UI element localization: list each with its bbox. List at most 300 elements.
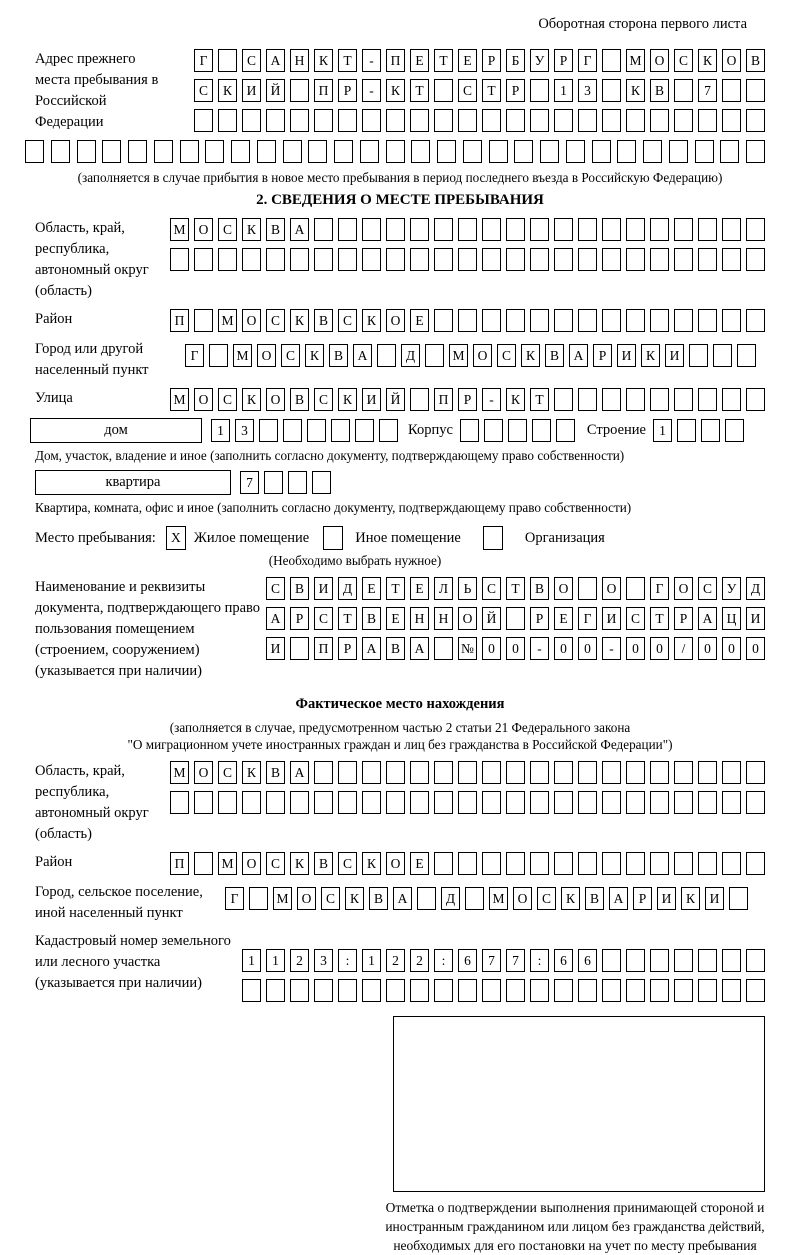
char-cell[interactable] [209, 344, 228, 367]
char-cell[interactable] [650, 388, 669, 411]
char-cell[interactable]: А [609, 887, 628, 910]
char-cell[interactable]: О [297, 887, 316, 910]
char-cell[interactable] [746, 109, 765, 132]
char-cell[interactable] [695, 140, 714, 163]
char-cell[interactable] [746, 949, 765, 972]
char-cell[interactable]: В [329, 344, 348, 367]
char-cell[interactable] [331, 419, 350, 442]
char-cell[interactable] [290, 979, 309, 1002]
char-cell[interactable]: Т [506, 577, 525, 600]
char-cell[interactable] [218, 109, 237, 132]
char-cell[interactable]: Р [290, 607, 309, 630]
char-cell[interactable]: Р [633, 887, 652, 910]
char-cell[interactable] [362, 791, 381, 814]
char-cell[interactable]: У [722, 577, 741, 600]
char-cell[interactable] [508, 419, 527, 442]
char-cell[interactable]: Ь [458, 577, 477, 600]
stamp-box[interactable] [393, 1016, 765, 1192]
char-cell[interactable]: 0 [746, 637, 765, 660]
char-cell[interactable]: : [338, 949, 357, 972]
char-cell[interactable] [102, 140, 121, 163]
char-cell[interactable]: 3 [235, 419, 254, 442]
char-cell[interactable] [458, 791, 477, 814]
char-cell[interactable] [362, 248, 381, 271]
char-cell[interactable] [530, 852, 549, 875]
char-cell[interactable] [338, 979, 357, 1002]
char-cell[interactable] [578, 309, 597, 332]
char-cell[interactable] [434, 248, 453, 271]
char-cell[interactable] [578, 577, 597, 600]
char-cell[interactable]: К [314, 49, 333, 72]
char-cell[interactable] [482, 309, 501, 332]
stay-option-residential-checkbox[interactable]: X [166, 526, 186, 550]
char-cell[interactable] [458, 218, 477, 241]
char-cell[interactable] [578, 852, 597, 875]
char-cell[interactable]: О [386, 852, 405, 875]
char-cell[interactable]: И [362, 388, 381, 411]
char-cell[interactable] [458, 109, 477, 132]
char-cell[interactable]: И [705, 887, 724, 910]
char-cell[interactable]: О [386, 309, 405, 332]
char-cell[interactable]: 1 [362, 949, 381, 972]
char-cell[interactable] [257, 140, 276, 163]
char-cell[interactable]: К [681, 887, 700, 910]
char-cell[interactable]: 2 [410, 949, 429, 972]
char-cell[interactable] [506, 979, 525, 1002]
char-cell[interactable]: - [482, 388, 501, 411]
char-cell[interactable] [530, 309, 549, 332]
char-cell[interactable]: О [602, 577, 621, 600]
char-cell[interactable] [170, 248, 189, 271]
char-cell[interactable]: № [458, 637, 477, 660]
char-cell[interactable]: Е [410, 852, 429, 875]
char-cell[interactable]: И [314, 577, 333, 600]
char-cell[interactable]: 0 [482, 637, 501, 660]
char-cell[interactable]: А [569, 344, 588, 367]
char-cell[interactable] [386, 761, 405, 784]
char-cell[interactable]: У [530, 49, 549, 72]
char-cell[interactable] [386, 218, 405, 241]
char-cell[interactable]: В [290, 388, 309, 411]
char-cell[interactable] [650, 761, 669, 784]
char-cell[interactable] [218, 791, 237, 814]
char-cell[interactable] [698, 109, 717, 132]
char-cell[interactable]: Т [650, 607, 669, 630]
char-cell[interactable]: П [314, 637, 333, 660]
char-cell[interactable]: : [434, 949, 453, 972]
char-cell[interactable] [677, 419, 696, 442]
char-cell[interactable] [674, 309, 693, 332]
char-cell[interactable] [283, 140, 302, 163]
char-cell[interactable]: Т [338, 49, 357, 72]
char-cell[interactable]: А [698, 607, 717, 630]
char-cell[interactable] [626, 852, 645, 875]
char-cell[interactable] [737, 344, 756, 367]
char-cell[interactable] [530, 979, 549, 1002]
char-cell[interactable] [264, 471, 283, 494]
char-cell[interactable] [578, 979, 597, 1002]
char-cell[interactable]: А [410, 637, 429, 660]
char-cell[interactable] [410, 248, 429, 271]
house-type-box[interactable]: дом [30, 418, 202, 443]
char-cell[interactable] [308, 140, 327, 163]
char-cell[interactable] [602, 79, 621, 102]
char-cell[interactable] [650, 949, 669, 972]
char-cell[interactable]: К [338, 388, 357, 411]
char-cell[interactable]: 0 [578, 637, 597, 660]
char-cell[interactable] [266, 791, 285, 814]
char-cell[interactable] [698, 388, 717, 411]
char-cell[interactable] [626, 388, 645, 411]
char-cell[interactable]: - [362, 49, 381, 72]
char-cell[interactable] [650, 218, 669, 241]
char-cell[interactable]: 1 [242, 949, 261, 972]
char-cell[interactable] [506, 761, 525, 784]
char-cell[interactable] [722, 309, 741, 332]
char-cell[interactable]: С [338, 309, 357, 332]
char-cell[interactable]: М [449, 344, 468, 367]
char-cell[interactable]: П [434, 388, 453, 411]
char-cell[interactable]: Е [410, 49, 429, 72]
char-cell[interactable] [602, 218, 621, 241]
char-cell[interactable] [698, 949, 717, 972]
char-cell[interactable] [283, 419, 302, 442]
char-cell[interactable]: Г [194, 49, 213, 72]
char-cell[interactable] [674, 388, 693, 411]
char-cell[interactable] [722, 949, 741, 972]
char-cell[interactable]: А [353, 344, 372, 367]
char-cell[interactable]: Г [650, 577, 669, 600]
char-cell[interactable]: 3 [578, 79, 597, 102]
char-cell[interactable]: О [194, 761, 213, 784]
char-cell[interactable]: К [626, 79, 645, 102]
char-cell[interactable] [194, 852, 213, 875]
char-cell[interactable] [314, 218, 333, 241]
char-cell[interactable]: И [665, 344, 684, 367]
char-cell[interactable] [698, 852, 717, 875]
char-cell[interactable] [334, 140, 353, 163]
char-cell[interactable] [386, 791, 405, 814]
char-cell[interactable]: О [650, 49, 669, 72]
char-cell[interactable] [674, 979, 693, 1002]
char-cell[interactable]: В [585, 887, 604, 910]
char-cell[interactable]: О [473, 344, 492, 367]
char-cell[interactable] [379, 419, 398, 442]
char-cell[interactable]: С [194, 79, 213, 102]
char-cell[interactable]: К [305, 344, 324, 367]
char-cell[interactable] [722, 248, 741, 271]
char-cell[interactable] [290, 248, 309, 271]
char-cell[interactable] [746, 248, 765, 271]
char-cell[interactable] [556, 419, 575, 442]
char-cell[interactable] [434, 79, 453, 102]
char-cell[interactable]: К [218, 79, 237, 102]
char-cell[interactable] [722, 388, 741, 411]
char-cell[interactable]: Н [290, 49, 309, 72]
char-cell[interactable]: К [290, 309, 309, 332]
char-cell[interactable] [746, 791, 765, 814]
char-cell[interactable] [154, 140, 173, 163]
char-cell[interactable]: В [362, 607, 381, 630]
char-cell[interactable]: О [266, 388, 285, 411]
char-cell[interactable]: О [674, 577, 693, 600]
char-cell[interactable] [506, 791, 525, 814]
char-cell[interactable]: В [650, 79, 669, 102]
char-cell[interactable] [434, 309, 453, 332]
char-cell[interactable]: 7 [240, 471, 259, 494]
char-cell[interactable]: К [242, 761, 261, 784]
char-cell[interactable]: Р [593, 344, 612, 367]
char-cell[interactable]: С [242, 49, 261, 72]
char-cell[interactable] [312, 471, 331, 494]
char-cell[interactable] [650, 109, 669, 132]
char-cell[interactable]: Ц [722, 607, 741, 630]
char-cell[interactable] [458, 248, 477, 271]
char-cell[interactable] [194, 309, 213, 332]
char-cell[interactable] [674, 949, 693, 972]
char-cell[interactable] [698, 791, 717, 814]
char-cell[interactable] [602, 388, 621, 411]
char-cell[interactable]: 2 [290, 949, 309, 972]
char-cell[interactable] [290, 637, 309, 660]
char-cell[interactable]: К [386, 79, 405, 102]
char-cell[interactable] [314, 979, 333, 1002]
char-cell[interactable] [698, 218, 717, 241]
char-cell[interactable]: Г [578, 607, 597, 630]
char-cell[interactable]: Е [458, 49, 477, 72]
char-cell[interactable] [194, 791, 213, 814]
char-cell[interactable]: Е [362, 577, 381, 600]
char-cell[interactable]: Р [554, 49, 573, 72]
char-cell[interactable]: М [170, 218, 189, 241]
char-cell[interactable]: Т [530, 388, 549, 411]
char-cell[interactable]: С [314, 388, 333, 411]
char-cell[interactable] [386, 979, 405, 1002]
stay-option-other-checkbox[interactable] [323, 526, 343, 550]
char-cell[interactable]: М [218, 852, 237, 875]
stay-option-organization-checkbox[interactable] [483, 526, 503, 550]
char-cell[interactable]: И [746, 607, 765, 630]
char-cell[interactable] [506, 109, 525, 132]
char-cell[interactable] [530, 248, 549, 271]
char-cell[interactable] [434, 761, 453, 784]
char-cell[interactable] [722, 979, 741, 1002]
char-cell[interactable]: Т [482, 79, 501, 102]
char-cell[interactable] [650, 309, 669, 332]
char-cell[interactable]: П [170, 852, 189, 875]
char-cell[interactable]: О [513, 887, 532, 910]
char-cell[interactable]: К [290, 852, 309, 875]
char-cell[interactable] [554, 761, 573, 784]
char-cell[interactable]: И [266, 637, 285, 660]
char-cell[interactable]: К [521, 344, 540, 367]
char-cell[interactable] [434, 109, 453, 132]
char-cell[interactable]: Р [458, 388, 477, 411]
char-cell[interactable]: Е [386, 607, 405, 630]
char-cell[interactable] [386, 248, 405, 271]
char-cell[interactable]: К [345, 887, 364, 910]
char-cell[interactable]: Т [386, 577, 405, 600]
char-cell[interactable]: И [657, 887, 676, 910]
char-cell[interactable] [722, 791, 741, 814]
char-cell[interactable] [674, 79, 693, 102]
char-cell[interactable]: Д [338, 577, 357, 600]
char-cell[interactable] [77, 140, 96, 163]
char-cell[interactable] [242, 979, 261, 1002]
char-cell[interactable] [506, 852, 525, 875]
char-cell[interactable]: 1 [211, 419, 230, 442]
char-cell[interactable] [674, 761, 693, 784]
char-cell[interactable] [602, 791, 621, 814]
char-cell[interactable]: О [194, 218, 213, 241]
char-cell[interactable]: К [242, 218, 261, 241]
char-cell[interactable] [242, 109, 261, 132]
char-cell[interactable] [578, 388, 597, 411]
char-cell[interactable] [650, 248, 669, 271]
char-cell[interactable]: И [602, 607, 621, 630]
char-cell[interactable] [377, 344, 396, 367]
char-cell[interactable] [338, 791, 357, 814]
char-cell[interactable]: М [233, 344, 252, 367]
char-cell[interactable]: Р [482, 49, 501, 72]
char-cell[interactable] [218, 248, 237, 271]
char-cell[interactable]: Й [266, 79, 285, 102]
char-cell[interactable] [288, 471, 307, 494]
char-cell[interactable]: С [218, 218, 237, 241]
char-cell[interactable]: Е [410, 309, 429, 332]
char-cell[interactable] [626, 761, 645, 784]
char-cell[interactable] [746, 761, 765, 784]
char-cell[interactable]: К [561, 887, 580, 910]
char-cell[interactable] [290, 79, 309, 102]
char-cell[interactable] [338, 248, 357, 271]
char-cell[interactable] [458, 852, 477, 875]
char-cell[interactable]: Д [746, 577, 765, 600]
char-cell[interactable]: П [314, 79, 333, 102]
char-cell[interactable] [554, 388, 573, 411]
char-cell[interactable] [482, 109, 501, 132]
char-cell[interactable]: - [362, 79, 381, 102]
char-cell[interactable] [437, 140, 456, 163]
char-cell[interactable]: 0 [554, 637, 573, 660]
char-cell[interactable] [434, 218, 453, 241]
char-cell[interactable]: В [290, 577, 309, 600]
char-cell[interactable] [578, 109, 597, 132]
char-cell[interactable] [554, 309, 573, 332]
char-cell[interactable]: Л [434, 577, 453, 600]
char-cell[interactable]: В [314, 852, 333, 875]
char-cell[interactable] [554, 218, 573, 241]
char-cell[interactable] [434, 791, 453, 814]
char-cell[interactable]: 0 [698, 637, 717, 660]
char-cell[interactable]: С [321, 887, 340, 910]
char-cell[interactable] [484, 419, 503, 442]
char-cell[interactable] [669, 140, 688, 163]
char-cell[interactable] [410, 218, 429, 241]
char-cell[interactable] [746, 140, 765, 163]
char-cell[interactable] [307, 419, 326, 442]
char-cell[interactable] [578, 761, 597, 784]
char-cell[interactable]: С [314, 607, 333, 630]
char-cell[interactable] [338, 109, 357, 132]
char-cell[interactable] [698, 309, 717, 332]
char-cell[interactable] [242, 248, 261, 271]
char-cell[interactable] [698, 979, 717, 1002]
char-cell[interactable]: П [386, 49, 405, 72]
char-cell[interactable]: И [242, 79, 261, 102]
char-cell[interactable]: - [602, 637, 621, 660]
char-cell[interactable] [410, 388, 429, 411]
char-cell[interactable] [532, 419, 551, 442]
char-cell[interactable]: М [218, 309, 237, 332]
char-cell[interactable] [674, 791, 693, 814]
char-cell[interactable] [578, 218, 597, 241]
char-cell[interactable]: 0 [506, 637, 525, 660]
char-cell[interactable] [617, 140, 636, 163]
char-cell[interactable] [231, 140, 250, 163]
char-cell[interactable] [170, 791, 189, 814]
char-cell[interactable] [338, 761, 357, 784]
char-cell[interactable] [602, 852, 621, 875]
char-cell[interactable]: М [170, 388, 189, 411]
char-cell[interactable] [554, 852, 573, 875]
char-cell[interactable] [290, 791, 309, 814]
char-cell[interactable] [249, 887, 268, 910]
char-cell[interactable]: М [273, 887, 292, 910]
char-cell[interactable]: О [242, 309, 261, 332]
char-cell[interactable]: А [266, 607, 285, 630]
char-cell[interactable]: А [290, 218, 309, 241]
char-cell[interactable]: Е [554, 607, 573, 630]
char-cell[interactable] [698, 248, 717, 271]
char-cell[interactable]: К [506, 388, 525, 411]
char-cell[interactable]: 7 [482, 949, 501, 972]
char-cell[interactable] [194, 109, 213, 132]
char-cell[interactable]: О [458, 607, 477, 630]
char-cell[interactable] [51, 140, 70, 163]
char-cell[interactable] [482, 218, 501, 241]
char-cell[interactable] [482, 791, 501, 814]
char-cell[interactable] [360, 140, 379, 163]
char-cell[interactable]: Д [441, 887, 460, 910]
char-cell[interactable] [362, 761, 381, 784]
char-cell[interactable] [554, 248, 573, 271]
char-cell[interactable]: Й [482, 607, 501, 630]
char-cell[interactable]: Г [578, 49, 597, 72]
char-cell[interactable] [218, 49, 237, 72]
char-cell[interactable] [194, 248, 213, 271]
char-cell[interactable]: Г [185, 344, 204, 367]
char-cell[interactable]: К [641, 344, 660, 367]
char-cell[interactable] [566, 140, 585, 163]
char-cell[interactable] [602, 109, 621, 132]
char-cell[interactable]: 1 [653, 419, 672, 442]
char-cell[interactable] [314, 791, 333, 814]
char-cell[interactable]: С [281, 344, 300, 367]
char-cell[interactable] [458, 761, 477, 784]
char-cell[interactable] [514, 140, 533, 163]
char-cell[interactable] [746, 388, 765, 411]
char-cell[interactable] [128, 140, 147, 163]
char-cell[interactable] [362, 979, 381, 1002]
char-cell[interactable]: Р [674, 607, 693, 630]
char-cell[interactable] [314, 109, 333, 132]
char-cell[interactable]: А [393, 887, 412, 910]
char-cell[interactable] [720, 140, 739, 163]
char-cell[interactable]: О [257, 344, 276, 367]
char-cell[interactable]: С [458, 79, 477, 102]
char-cell[interactable]: А [266, 49, 285, 72]
